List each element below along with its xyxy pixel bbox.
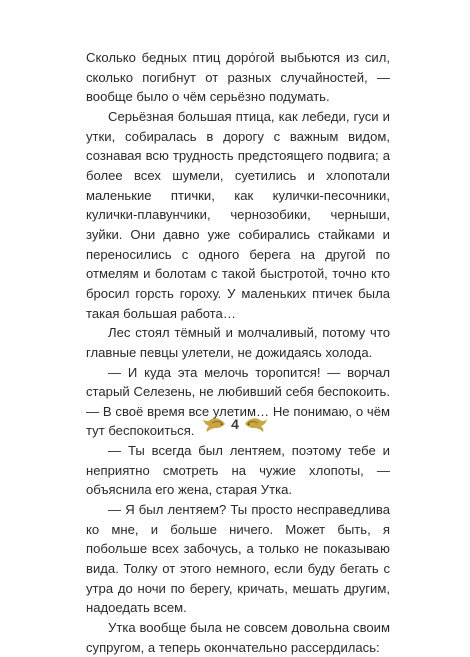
paragraph: — Я был лентяем? Ты просто несправедлива ко мне, и больше ничего. Может быть, я побольше всех забочусь, а только не показываю вида. Толку от этого немного, если буду бегать с утра до ночи по берегу, кричать, мешать другим, надоедать всем.: [86, 502, 390, 616]
paragraph: Лес стоял тёмный и молчаливый, потому что главные певцы улетели, не дожидаясь холода.: [86, 325, 390, 360]
paragraph: — И куда эта мелочь торопится! — ворчал старый Селезень, не любивший себя беспокоить. — В своё время все улетим… Не понимаю, о чём тут беспокоиться.: [86, 364, 390, 439]
paragraph: Серьёзная большая птица, как лебеди, гуси и утки, собиралась в дорогу с важным видом, сознавая всю трудность предстоящего подвига; а более всех шумели, суетились и хлопотали маленькие птички, как кулички-песочники, кулички-плавунчики, чернозобики, черныши, зуйки. Они давно уже собирались стайками и переносились с одного берега на другой по отмелям и болотам с такой быстротой, точно кто бросил горсть гороху. У маленьких птичек была такая большая работа…: [86, 108, 390, 321]
page-footer: [0, 414, 470, 434]
body-text: [86, 48, 390, 657]
paragraph: — Ты всегда был лентяем, поэтому тебе и неприятно смотреть на чужие хлопоты, — объяснила его жена, старая Утка.: [86, 443, 390, 498]
paragraph: Утка вообще была не совсем довольна своим супругом, а теперь окончательно рассердилась:: [86, 620, 390, 655]
paragraph: Сколько бедных птиц доро́гой выбьются из сил, сколько погибнут от разных случайностей, — вообще было о чём серьёзно подумать.: [86, 50, 390, 105]
bird-ornament-icon: [201, 414, 227, 434]
bird-ornament-icon: [243, 414, 269, 434]
page-number: 4: [231, 416, 239, 432]
